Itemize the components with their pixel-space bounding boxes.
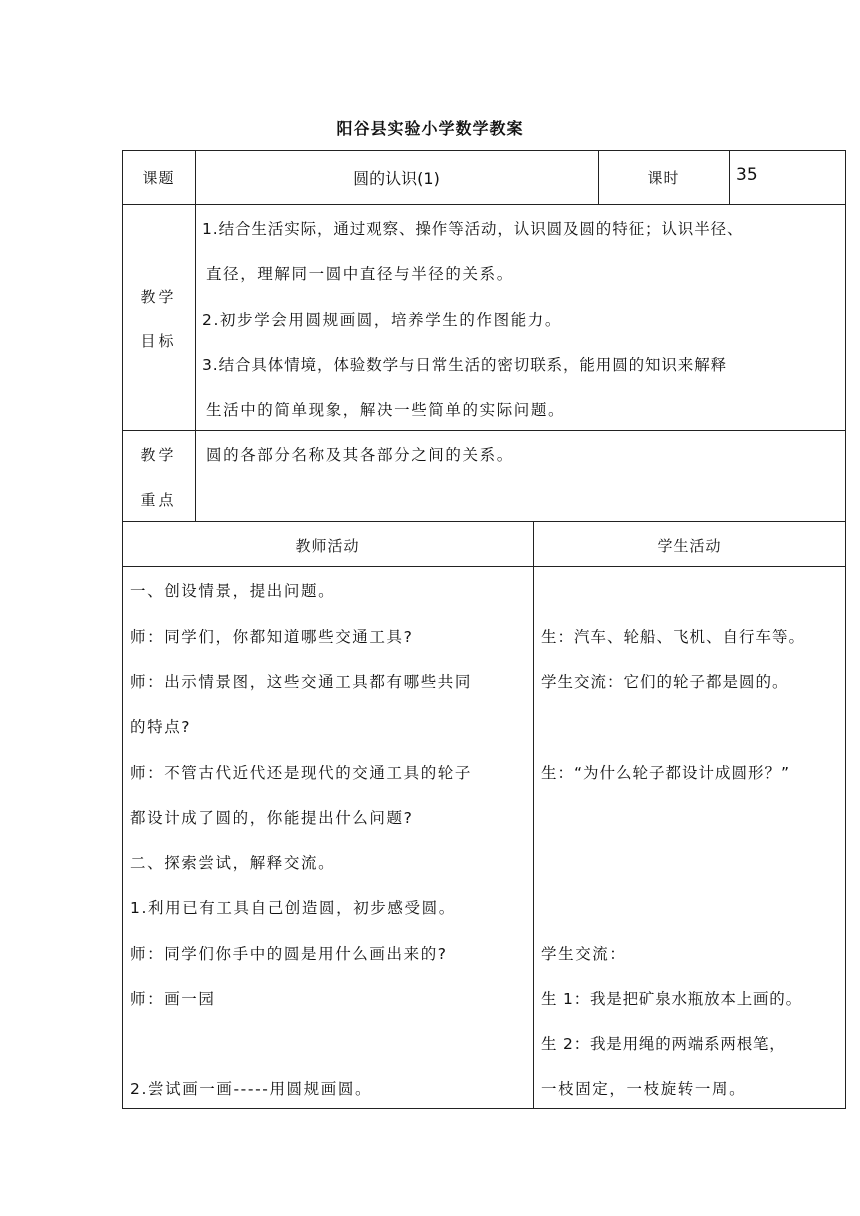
teacher-line: 2.尝试画一画-----用圆规画圆。 (130, 1080, 373, 1098)
student-line: 生：汽车、轮船、飞机、自行车等。 (541, 628, 806, 646)
teacher-line: 师：同学们你手中的圆是用什么画出来的? (130, 945, 448, 963)
goal-line: 3.结合具体情境，体验数学与日常生活的密切联系，能用圆的知识来解释 (202, 356, 727, 374)
teacher-line: 师：画一园 (130, 990, 216, 1008)
student-line: 生 1：我是把矿泉水瓶放本上画的。 (541, 990, 802, 1008)
period-value: 35 (736, 165, 758, 185)
row-divider (122, 204, 846, 205)
student-line: 生：“为什么轮子都设计成圆形？” (541, 764, 791, 782)
student-line: 生 2：我是用绳的两端系两根笔， (541, 1035, 786, 1053)
teacher-line: 都设计成了圆的，你能提出什么问题? (130, 809, 414, 827)
goal-line: 生活中的简单现象，解决一些简单的实际问题。 (206, 401, 566, 419)
column-divider (195, 150, 196, 521)
key-points-text: 圆的各部分名称及其各部分之间的关系。 (206, 446, 514, 464)
goal-line: 1.结合生活实际，通过观察、操作等活动，认识圆及圆的特征；认识半径、 (202, 220, 744, 238)
teacher-line: 师：同学们，你都知道哪些交通工具? (130, 628, 414, 646)
student-line: 学生交流：它们的轮子都是圆的。 (541, 673, 789, 691)
row-divider (122, 430, 846, 431)
period-label: 课时 (647, 169, 680, 187)
goals-label-line-1: 教学 (140, 288, 177, 306)
row-divider (122, 521, 846, 522)
column-divider (729, 150, 730, 204)
row-divider (122, 566, 846, 567)
teacher-line: 师：不管古代近代还是现代的交通工具的轮子 (130, 764, 473, 782)
goal-line: 直径，理解同一圆中直径与半径的关系。 (206, 265, 514, 283)
teacher-line: 一、创设情景，提出问题。 (130, 582, 336, 600)
student-line: 学生交流： (541, 945, 627, 963)
teacher-line: 师：出示情景图，这些交通工具都有哪些共同 (130, 673, 473, 691)
page-title: 阳谷县实验小学数学教案 (336, 119, 524, 138)
goal-line: 2.初步学会用圆规画圆，培养学生的作图能力。 (202, 311, 562, 329)
topic-label: 课题 (142, 169, 175, 187)
student-activity-header: 学生活动 (657, 537, 722, 555)
key-points-label-line-2: 重点 (140, 491, 177, 509)
teacher-activity-header: 教师活动 (295, 537, 360, 555)
teacher-line: 二、探索尝试，解释交流。 (130, 854, 336, 872)
topic-value: 圆的认识(1) (353, 169, 440, 188)
teacher-line: 1.利用已有工具自己创造圆，初步感受圆。 (130, 899, 456, 917)
key-points-label-line-1: 教学 (140, 446, 177, 464)
student-line: 一枝固定，一枝旋转一周。 (541, 1080, 747, 1098)
column-divider (533, 521, 534, 1109)
teacher-line: 的特点? (130, 718, 192, 736)
goals-label-line-2: 目标 (140, 332, 177, 350)
